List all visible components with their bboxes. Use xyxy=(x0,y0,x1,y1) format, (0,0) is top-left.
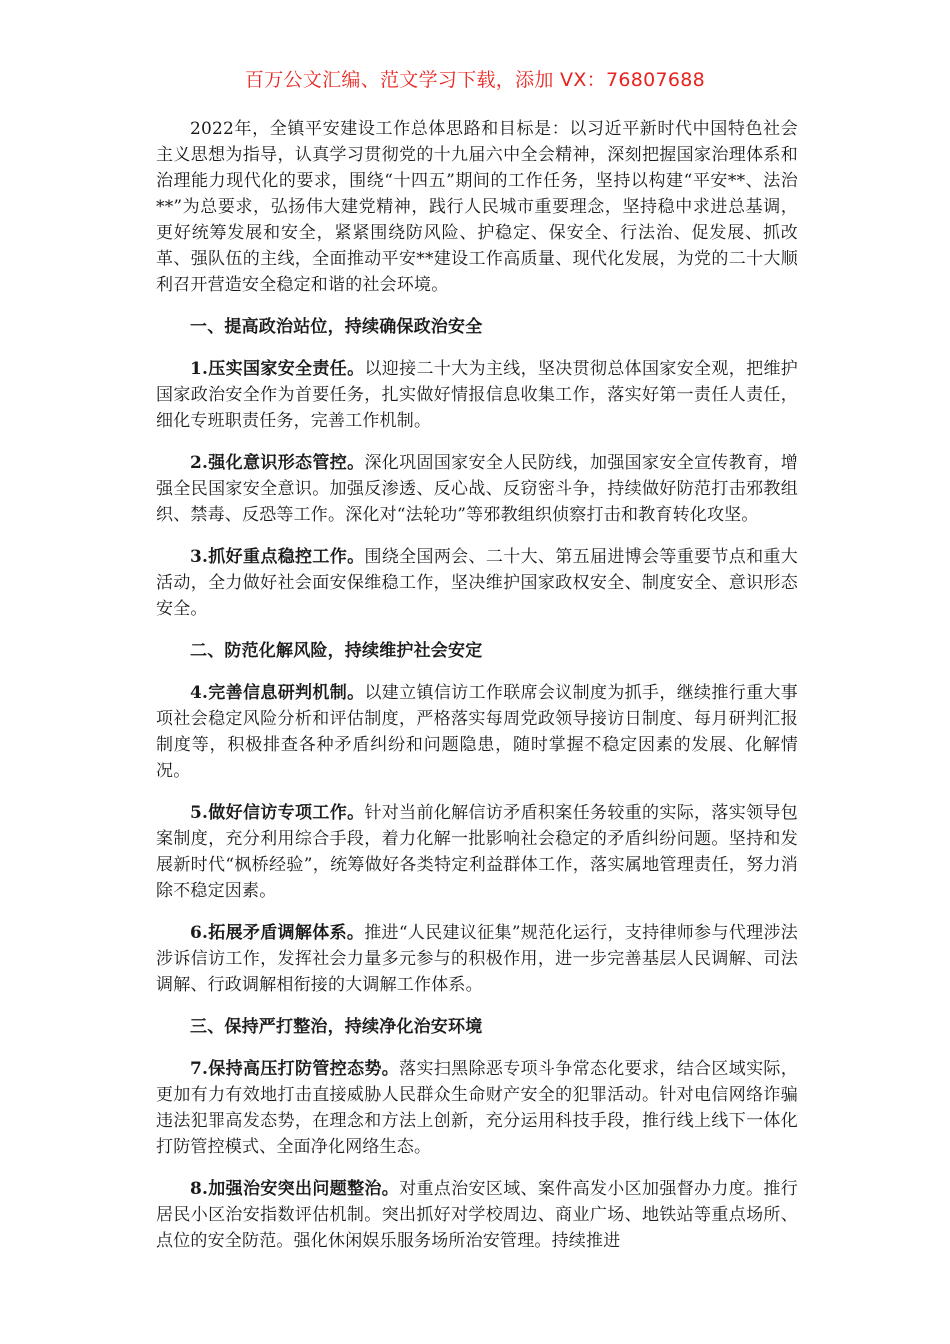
item-lead-7: 7.保持高压打防管控态势。 xyxy=(190,1059,400,1079)
item-paragraph-7 xyxy=(156,1056,798,1160)
item-text-3: 围绕全国两会、二十大、第五届进博会等重要节点和重大活动，全力做好社会面安保维稳工作，坚决维护国家政权安全、制度安全、意识形态安全。 xyxy=(156,547,798,619)
item-paragraph-2 xyxy=(156,450,798,528)
item-lead-3: 3.抓好重点稳控工作。 xyxy=(190,547,365,567)
item-lead-4: 4.完善信息研判机制。 xyxy=(190,683,365,703)
item-paragraph-1 xyxy=(156,356,798,434)
item-paragraph-5 xyxy=(156,800,798,904)
item-text-1: 以迎接二十大为主线，坚决贯彻总体国家安全观，把维护国家政治安全作为首要任务，扎实做好情报信息收集工作，落实好第一责任人责任，细化专班职责任务，完善工作机制。 xyxy=(156,359,798,431)
item-text-6: 推进“人民建议征集”规范化运行，支持律师参与代理涉法涉诉信访工作，发挥社会力量多元参与的积极作用，进一步完善基层人民调解、司法调解、行政调解相衔接的大调解工作体系。 xyxy=(156,923,798,995)
document-body xyxy=(156,116,798,1270)
item-text-4: 以建立镇信访工作联席会议制度为抓手，继续推行重大事项社会稳定风险分析和评估制度，严格落实每周党政领导接访日制度、每月研判汇报制度等，积极排查各种矛盾纠纷和问题隐患，随时掌握不稳定因素的发展、化解情况。 xyxy=(156,683,798,781)
item-lead-2: 2.强化意识形态管控。 xyxy=(190,453,365,473)
item-lead-1: 1.压实国家安全责任。 xyxy=(190,359,365,379)
item-lead-5: 5.做好信访专项工作。 xyxy=(190,803,365,823)
item-text-2: 深化巩固国家安全人民防线，加强国家安全宣传教育，增强全民国家安全意识。加强反渗透、反心战、反窃密斗争，持续做好防范打击邪教组织、禁毒、反恐等工作。深化对“法轮功”等邪教组织侦察打击和教育转化攻坚。 xyxy=(156,453,798,525)
section-heading-2: 二、防范化解风险，持续维护社会安定 xyxy=(190,641,483,661)
item-paragraph-6 xyxy=(156,920,798,998)
item-text-5: 针对当前化解信访矛盾积案任务较重的实际，落实领导包案制度，充分利用综合手段，着力化解一批影响社会稳定的矛盾纠纷问题。坚持和发展新时代“枫桥经验”，统筹做好各类特定利益群体工作，落实属地管理责任，努力消除不稳定因素。 xyxy=(156,803,798,901)
item-lead-6: 6.拓展矛盾调解体系。 xyxy=(190,923,365,943)
item-paragraph-3 xyxy=(156,544,798,622)
item-lead-8: 8.加强治安突出问题整治。 xyxy=(190,1179,400,1199)
item-text-7: 落实扫黑除恶专项斗争常态化要求，结合区域实际，更加有力有效地打击直接威胁人民群众生命财产安全的犯罪活动。针对电信网络诈骗违法犯罪高发态势，在理念和方法上创新，充分运用科技手段，推行线上线下一体化打防管控模式、全面净化网络生态。 xyxy=(156,1059,798,1157)
section-heading-3: 三、保持严打整治，持续净化治安环境 xyxy=(190,1017,483,1037)
item-text-8: 对重点治安区域、案件高发小区加强督办力度。推行居民小区治安指数评估机制。突出抓好对学校周边、商业广场、地铁站等重点场所、点位的安全防范。强化休闲娱乐服务场所治安管理。持续推进 xyxy=(156,1179,798,1251)
intro-paragraph: 2022年，全镇平安建设工作总体思路和目标是：以习近平新时代中国特色社会主义思想为指导，认真学习贯彻党的十九届六中全会精神，深刻把握国家治理体系和治理能力现代化的要求，围绕“十四五”期间的工作任务，坚持以构建“平安**、法治**”为总要求，弘扬伟大建党精神，践行人民城市重要理念，坚持稳中求进总基调，更好统筹发展和安全，紧紧围绕防风险、护稳定、保安全、行法治、促发展、抓改革、强队伍的主线，全面推动平安**建设工作高质量、现代化发展，为党的二十大顺利召开营造安全稳定和谐的社会环境。 xyxy=(156,119,798,295)
section-heading-1: 一、提高政治站位，持续确保政治安全 xyxy=(190,317,483,337)
item-paragraph-8 xyxy=(156,1176,798,1254)
item-paragraph-4 xyxy=(156,680,798,784)
watermark-banner: 百万公文汇编、范文学习下载，添加 VX：76807688 xyxy=(244,69,706,91)
